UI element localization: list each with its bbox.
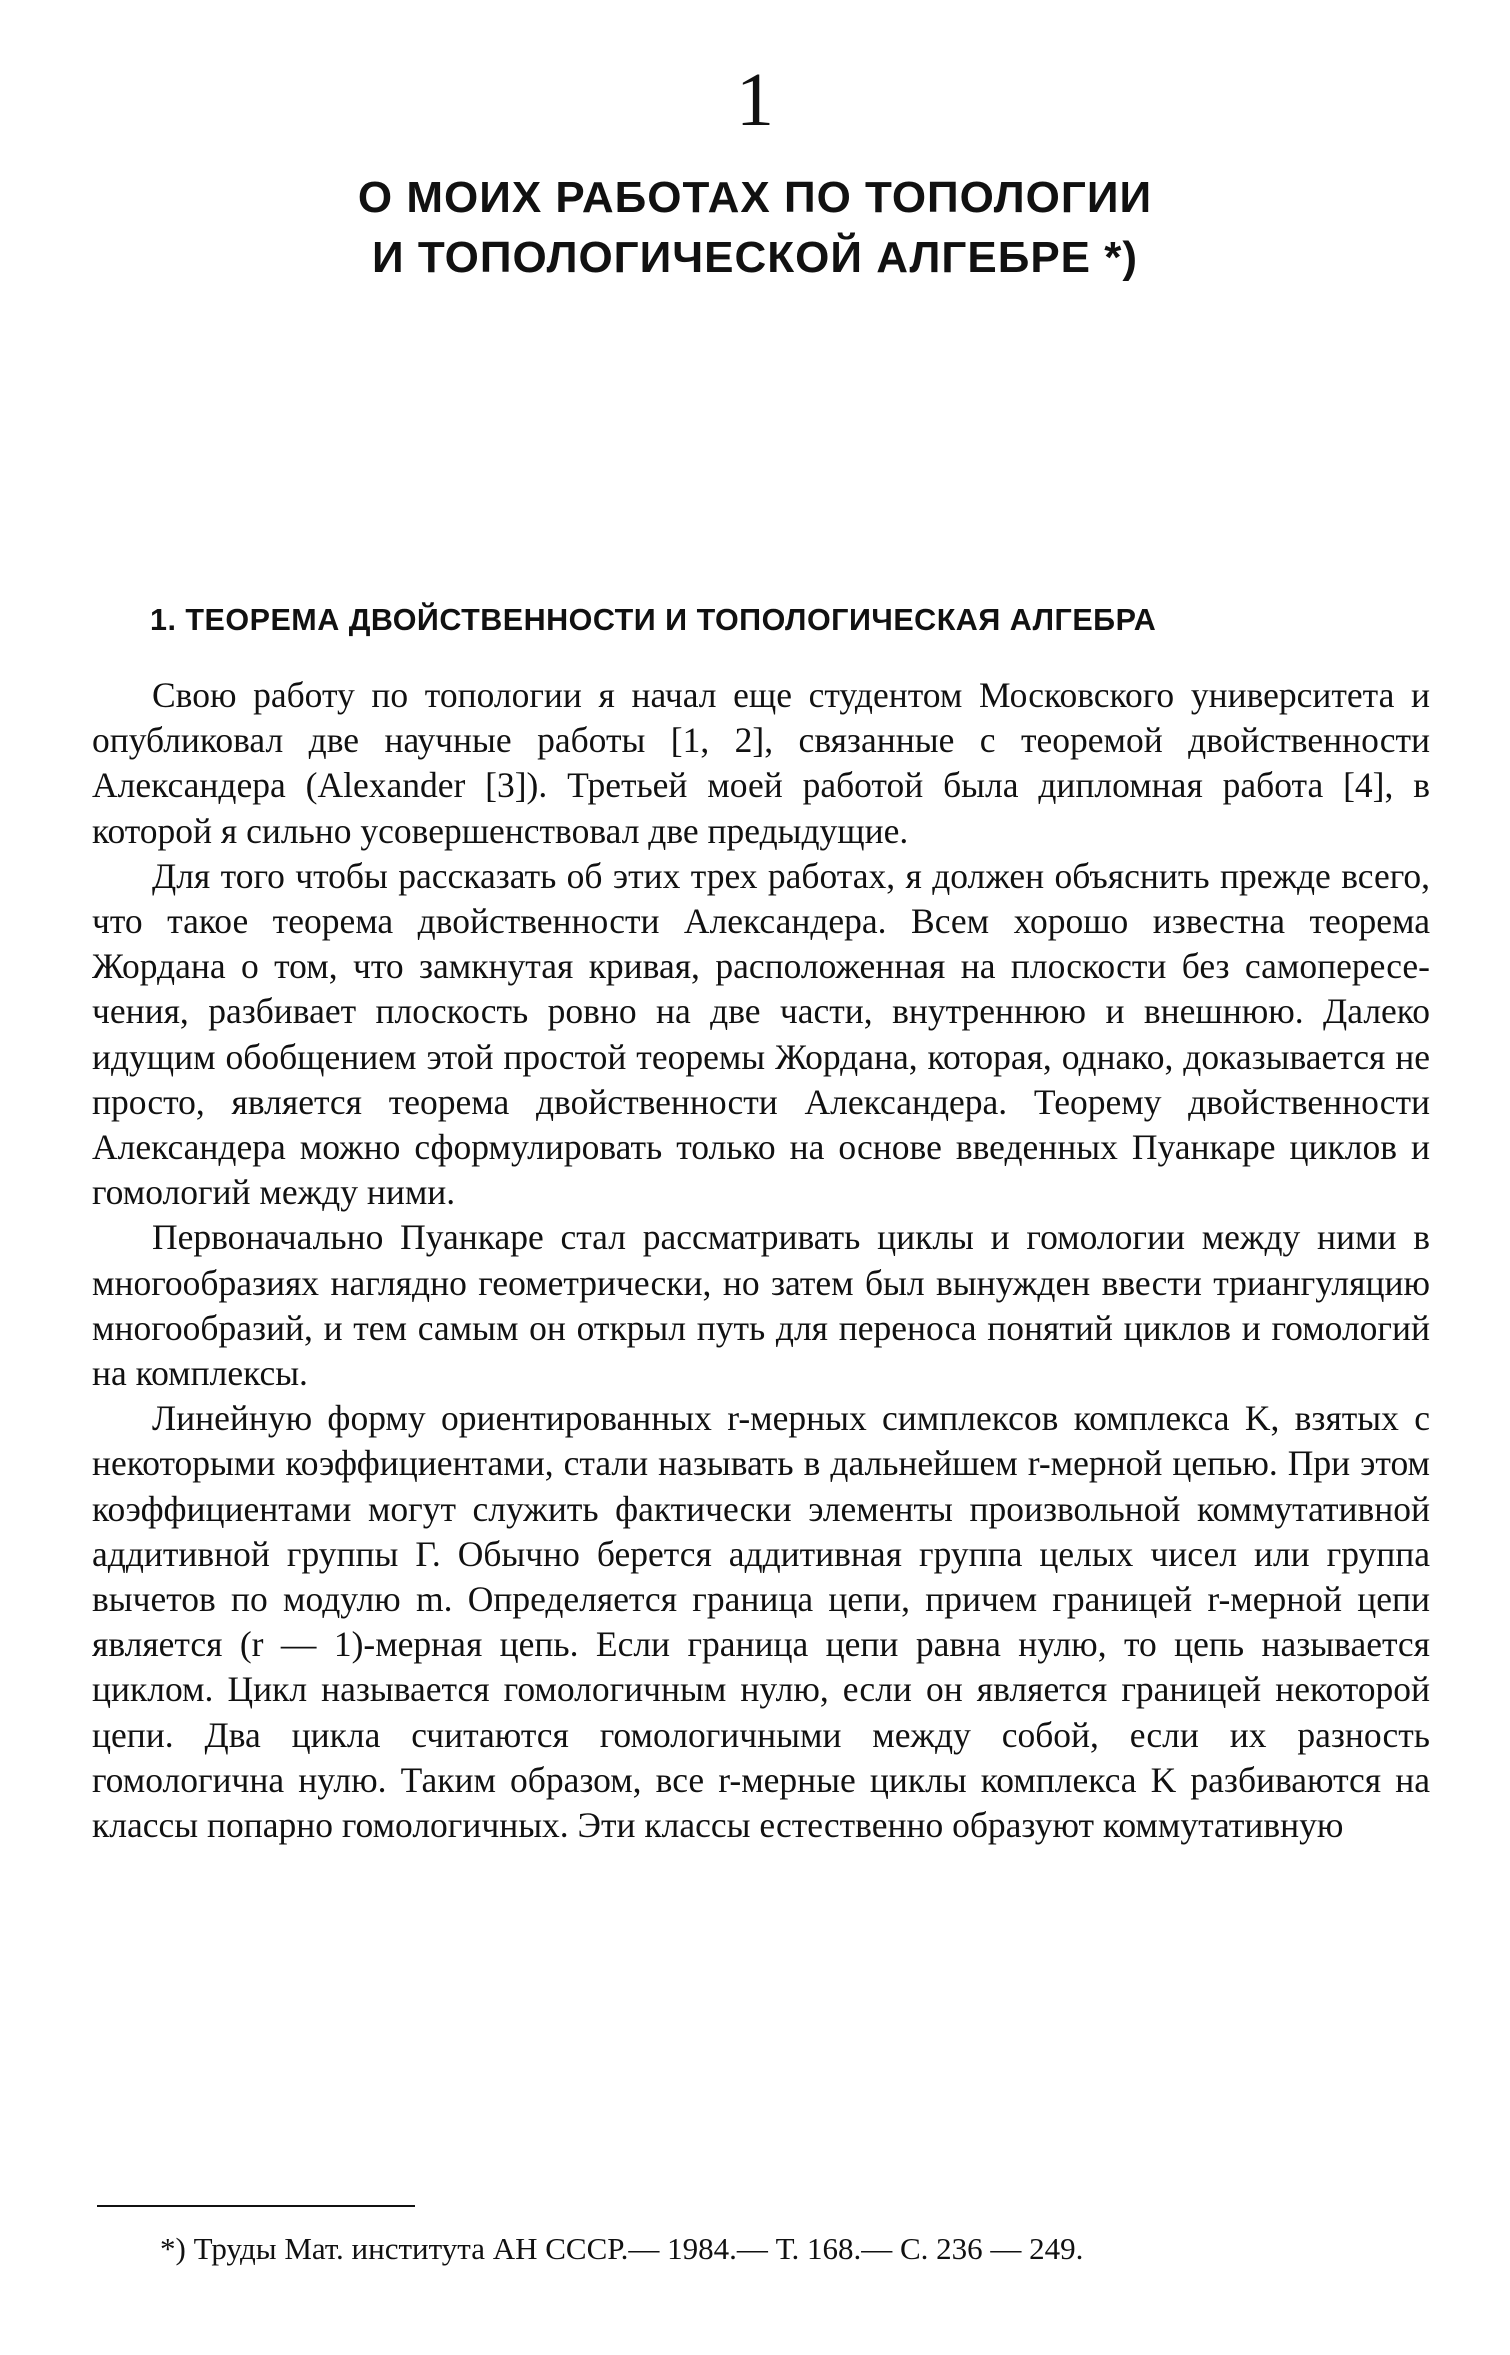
paragraph-2: Для того чтобы рассказать об этих трех работах, я должен объяснить прежде всего, что такое теорема двойственности Александера. Всем хорошо известна теорема Жордана о том, что замкнутая кривая, расположенная на плоскости без самопересечения, разбивает плоскость ровно на две части, внутреннюю и внешнюю. Далеко идущим обобщением этой простой теоремы Жордана, которая, однако, доказывается не просто, является теорема двойственности Александера. Теорему двойственности Александера можно сформулировать только на основе введенных Пуанкаре циклов и гомологий между ними.	[92, 855, 1430, 1213]
body-text	[92, 673, 1430, 1848]
chapter-title	[0, 168, 1510, 288]
chapter-title-line-2: И ТОПОЛОГИЧЕСКОЙ АЛГЕБРЕ *)	[371, 233, 1139, 282]
chapter-title-line-1: О МОИХ РАБОТАХ ПО ТОПОЛОГИИ	[357, 173, 1153, 222]
chapter-number: 1	[736, 58, 774, 142]
paragraph-4: Линейную форму ориентированных r-мерных симплексов комплекса K, взятых с некоторыми коэффициентами, стали называть в дальнейшем r-мерной цепью. При этом коэффициентами могут служить фактически элементы произвольной коммутативной аддитивной группы Г. Обычно берется аддитивная группа целых чисел или группа вычетов по модулю m. Определяется граница цепи, причем границей r-мерной цепи является (r — 1)-мерная цепь. Если граница цепи равна нулю, то цепь называется циклом. Цикл называется гомологичным нулю, если он является границей некоторой цепи. Два цикла считаются гомологичными между собой, если их разность гомологична нулю. Таким образом, все r-мерные циклы комплекса K разбиваются на классы попарно гомологичных. Эти классы естественно образуют коммутативную	[92, 1398, 1430, 1846]
footnote: *) Труды Мат. института АН СССР.— 1984.— Т. 168.— С. 236 — 249.	[160, 2231, 1084, 2266]
section-heading: 1. ТЕОРЕМА ДВОЙСТВЕННОСТИ И ТОПОЛОГИЧЕСКАЯ АЛГЕБРА	[150, 603, 1157, 637]
paragraph-1: Свою работу по топологии я начал еще студентом Московского университета и опубликовал две научные работы [1, 2], связанные с теоремой двойственности Александера (Alexander [3]). Третьей моей работой была дипломная работа [4], в которой я сильно усовершенствовал две предыдущие.	[92, 675, 1430, 851]
footnote-divider	[97, 2205, 415, 2207]
paragraph-3: Первоначально Пуанкаре стал рассматривать циклы и гомологии между ними в многообразиях наглядно геометрически, но затем был вынужден ввести триангуляцию многообразий, и тем самым он открыл путь для переноса понятий циклов и гомологий на комплексы.	[92, 1217, 1430, 1394]
